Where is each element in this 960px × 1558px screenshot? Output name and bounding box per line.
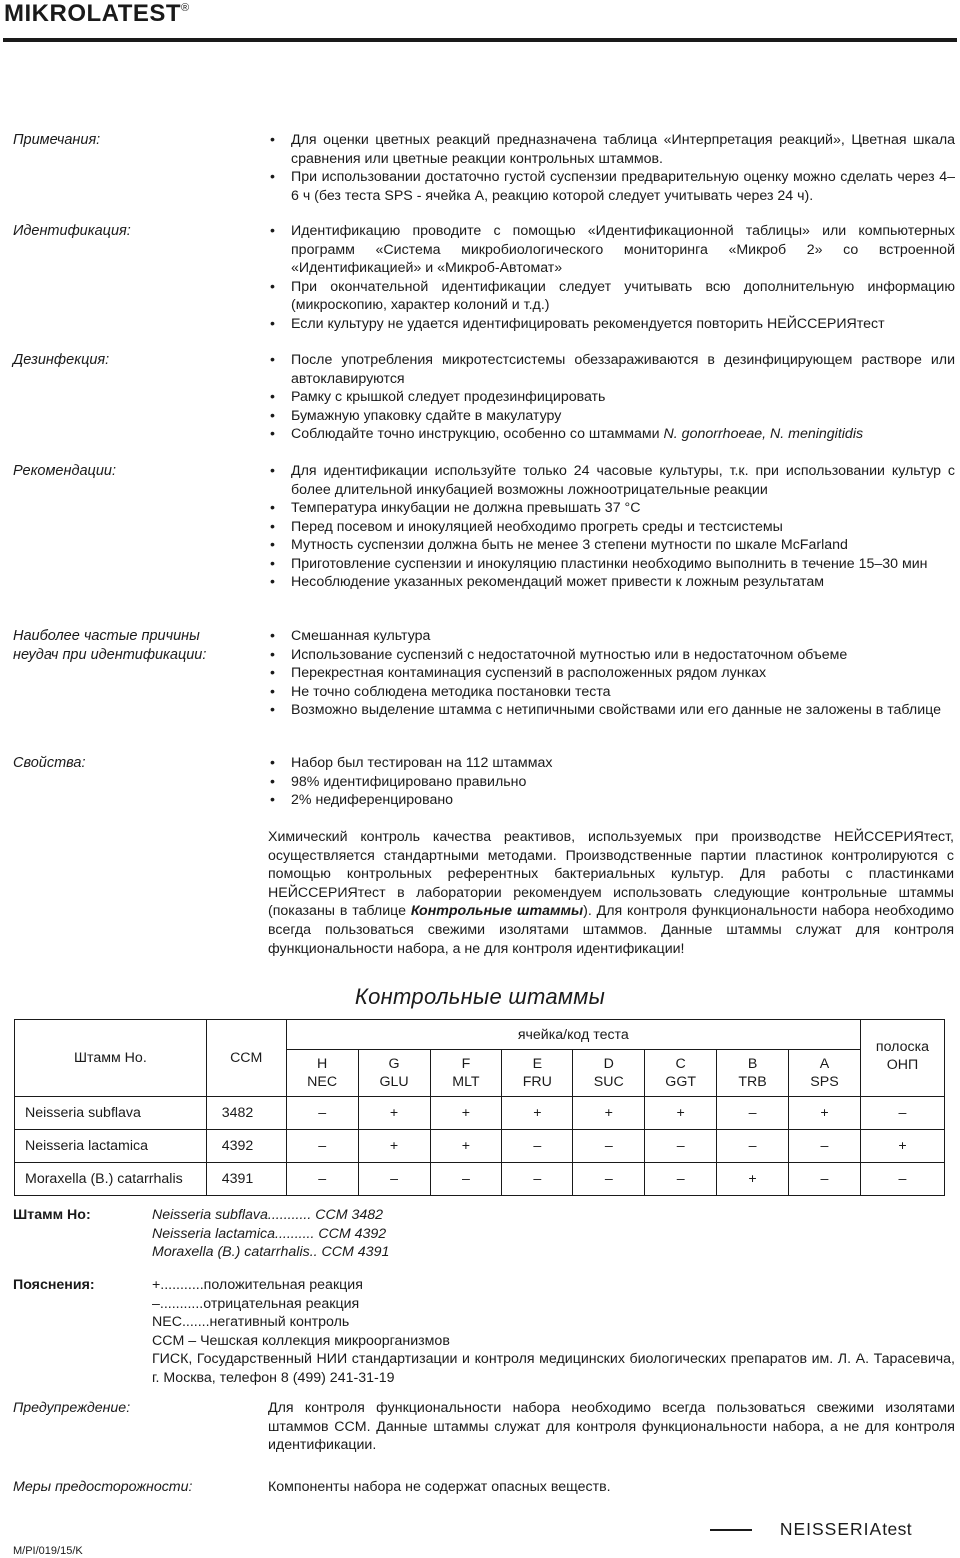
failure-causes-list bbox=[270, 627, 955, 720]
test-column-header: C GGT bbox=[645, 1050, 717, 1097]
list-item: • При использовании достаточно густой суспензии предварительную оценку можно сделать через 4–6 ч (без теста SPS - ячейка A, реакцию которой следует учитывать через 24 ч). bbox=[270, 168, 955, 205]
reaction-cell: – bbox=[286, 1130, 358, 1163]
ccm-cell: 3482 bbox=[206, 1097, 286, 1130]
list-item: • Набор был тестирован на 112 штаммах bbox=[270, 754, 955, 773]
precautions-text: Компоненты набора не содержат опасных веществ. bbox=[268, 1479, 611, 1495]
section-label: Рекомендации: bbox=[13, 463, 116, 479]
list-item: • Не точно соблюдена методика постановки теста bbox=[270, 683, 955, 702]
reaction-cell: – bbox=[358, 1163, 430, 1196]
strain-line: Neisseria subflava........... CCM 3482 bbox=[152, 1207, 384, 1223]
reaction-cell: – bbox=[860, 1097, 944, 1130]
reaction-cell: + bbox=[358, 1097, 430, 1130]
reaction-cell: – bbox=[789, 1163, 861, 1196]
strain-line: Moraxella (B.) catarrhalis.. CCM 4391 bbox=[152, 1244, 390, 1261]
header-onp-strip: полоска ОНП bbox=[860, 1020, 944, 1097]
list-item: • Смешанная культура bbox=[270, 627, 955, 646]
species-names: N. gonorrhoeae, N. meningitidis bbox=[663, 426, 864, 442]
explanation-line: –...........отрицательная реакция bbox=[152, 1295, 360, 1312]
warning-text: Для контроля функциональности набора необходимо всегда пользоваться свежими изолятами штаммов CCM. Данные штаммы служат для контроля функциональности набора, а не для контроля идентификации. bbox=[268, 1400, 955, 1454]
list-item: • Для оценки цветных реакций предназначена таблица «Интерпретация реакций», Цветная шкала сравнения или цветные реакции контрольных штаммов. bbox=[270, 131, 955, 168]
identification-list bbox=[270, 222, 955, 333]
reaction-cell: – bbox=[717, 1130, 789, 1163]
neisseria-test-brand: NEISSERIAtest bbox=[779, 1519, 912, 1539]
section-label: Наиболее частые причины неудач при идентификации: bbox=[13, 628, 207, 663]
reaction-cell: + bbox=[430, 1130, 502, 1163]
list-item: • Идентификацию проводите с помощью «Идентификационной таблицы» или компьютерных программ «Система микробиологического мониторинга «Микроб 2» со встроенной «Идентификацией» и «Микроб-Автомат» bbox=[270, 222, 955, 278]
table-row bbox=[15, 1163, 945, 1196]
document-code: M/PI/019/15/K bbox=[13, 1545, 83, 1557]
list-item: • Мутность суспензии должна быть не менее 3 степени мутности по шкале McFarland bbox=[270, 536, 955, 555]
list-item: • Перекрестная контаминация суспензий в расположенных рядом лунках bbox=[270, 664, 955, 683]
explanations-label: Пояснения: bbox=[13, 1277, 95, 1293]
ccm-cell: 4392 bbox=[206, 1130, 286, 1163]
reaction-cell: – bbox=[717, 1097, 789, 1130]
reaction-cell: + bbox=[789, 1097, 861, 1130]
recommendations-list bbox=[270, 462, 955, 592]
explanation-line: CCM – Чешская коллекция микроорганизмов bbox=[152, 1332, 450, 1349]
strain-name-cell: Moraxella (B.) catarrhalis bbox=[15, 1163, 207, 1196]
list-item: • Использование суспензий с недостаточной мутностью или в недостаточном объеме bbox=[270, 646, 955, 665]
list-item: • Если культуру не удается идентифицировать рекомендуется повторить НЕЙССЕРИЯтест bbox=[270, 315, 955, 334]
test-column-header: G GLU bbox=[358, 1050, 430, 1097]
precautions-label: Меры предосторожности: bbox=[13, 1479, 193, 1495]
warning-label: Предупреждение: bbox=[13, 1400, 131, 1416]
test-column-header: B TRB bbox=[717, 1050, 789, 1097]
list-item: • Рамку с крышкой следует продезинфицировать bbox=[270, 388, 955, 407]
table-row bbox=[15, 1130, 945, 1163]
reaction-cell: + bbox=[430, 1097, 502, 1130]
reaction-cell: – bbox=[502, 1130, 573, 1163]
table-body bbox=[15, 1097, 945, 1196]
section-label: Примечания: bbox=[13, 132, 101, 148]
reaction-cell: – bbox=[430, 1163, 502, 1196]
reaction-cell: + bbox=[717, 1163, 789, 1196]
test-column-header: H NEC bbox=[286, 1050, 358, 1097]
table-reference: Контрольные штаммы bbox=[410, 903, 584, 920]
mikrolatest-logo: MIKROLATEST® bbox=[4, 0, 190, 27]
strain-numbers-list bbox=[152, 1206, 955, 1262]
reaction-cell: – bbox=[645, 1163, 717, 1196]
reaction-cell: + bbox=[645, 1097, 717, 1130]
list-item: • Возможно выделение штамма с нетипичными свойствами или его данные не заложены в таблице bbox=[270, 701, 955, 720]
list-item: • Соблюдайте точно инструкцию, особенно со штаммами N. gonorrhoeae, N. meningitidis bbox=[270, 425, 955, 444]
list-item: • При окончательной идентификации следует учитывать всю дополнительную информацию (микроскопию, характер колоний и т.д.) bbox=[270, 278, 955, 315]
strain-name-cell: Neisseria lactamica bbox=[15, 1130, 207, 1163]
reaction-cell: – bbox=[286, 1163, 358, 1196]
reaction-cell: + bbox=[573, 1097, 645, 1130]
properties-list bbox=[270, 754, 955, 810]
reaction-cell: – bbox=[789, 1130, 861, 1163]
reaction-cell: – bbox=[573, 1130, 645, 1163]
header-test-group: ячейка/код теста bbox=[286, 1020, 860, 1050]
ccm-cell: 4391 bbox=[206, 1163, 286, 1196]
strain-name-cell: Neisseria subflava bbox=[15, 1097, 207, 1130]
reaction-cell: – bbox=[645, 1130, 717, 1163]
strain-numbers-label: Штамм Но: bbox=[13, 1207, 91, 1223]
list-item: • После употребления микротестсистемы обеззараживаются в дезинфицирующем растворе или автоклавируются bbox=[270, 351, 955, 388]
header-ccm: CCM bbox=[206, 1020, 286, 1097]
disinfection-list bbox=[270, 351, 955, 444]
reaction-cell: – bbox=[502, 1163, 573, 1196]
list-item: • Приготовление суспензии и инокуляцию пластинки необходимо выполнить в течение 15–30 мин bbox=[270, 555, 955, 574]
explanation-line: +...........положительная реакция bbox=[152, 1277, 363, 1293]
list-item: • Температура инкубации не должна превышать 37 °C bbox=[270, 499, 955, 518]
list-item: • Несоблюдение указанных рекомендаций может привести к ложным результатам bbox=[270, 573, 955, 592]
reaction-cell: – bbox=[573, 1163, 645, 1196]
test-column-header: E FRU bbox=[502, 1050, 573, 1097]
test-column-header: A SPS bbox=[789, 1050, 861, 1097]
strain-line: Neisseria lactamica.......... CCM 4392 bbox=[152, 1225, 387, 1242]
explanation-line: NEC.......негативный контроль bbox=[152, 1314, 350, 1331]
reaction-cell: + bbox=[860, 1130, 944, 1163]
test-column-header: D SUC bbox=[573, 1050, 645, 1097]
list-item: • Перед посевом и инокуляцией необходимо прогреть среды и тестсистемы bbox=[270, 518, 955, 537]
reaction-cell: – bbox=[286, 1097, 358, 1130]
list-item: • 2% недиференцировано bbox=[270, 791, 955, 810]
chemical-control-paragraph: Химический контроль качества реактивов, используемых при производстве НЕЙССЕРИЯтест, осуществляется стандартными методами. Производственные партии пластинок контролируются с помощью контрольных референтных бактериальных культур. Для работы с пластинками НЕЙССЕРИЯтест в лаборатории рекомендуем использовать следующие контрольные штаммы (показаны в таблице Контрольные штаммы). Для контроля функциональности набора необходимо всегда пользоваться свежими изолятами штаммов. Данные штаммы служат для контроля функциональности набора, а не для контроля идентификации! bbox=[268, 829, 954, 957]
section-label: Свойства: bbox=[13, 755, 86, 771]
section-label: Идентификация: bbox=[13, 223, 131, 239]
control-strains-table bbox=[14, 1019, 945, 1196]
list-item: • Для идентификации используйте только 24 часовые культуры, т.к. при использовании культур с более длительной инкубацией возможны ложноотрицательные реакции bbox=[270, 462, 955, 499]
table-row bbox=[15, 1097, 945, 1130]
header-rule bbox=[3, 38, 957, 42]
header-strain: Штамм Но. bbox=[15, 1020, 207, 1097]
notes-list bbox=[270, 131, 955, 205]
explanation-line: ГИСК, Государственный НИИ стандартизации и контроля медицинских биологических препаратов им. Л. А. Тарасевича, г. Москва, телефон 8 (499) 241-31-19 bbox=[152, 1351, 955, 1386]
explanations-list bbox=[152, 1276, 955, 1388]
list-item: • Бумажную упаковку сдайте в макулатуру bbox=[270, 407, 955, 426]
reaction-cell: + bbox=[502, 1097, 573, 1130]
list-item: • 98% идентифицировано правильно bbox=[270, 773, 955, 792]
reaction-cell: – bbox=[860, 1163, 944, 1196]
control-strains-title: Контрольные штаммы bbox=[354, 984, 606, 1009]
test-column-header: F MLT bbox=[430, 1050, 502, 1097]
reaction-cell: + bbox=[358, 1130, 430, 1163]
brand-rule bbox=[710, 1529, 752, 1531]
section-label: Дезинфекция: bbox=[13, 352, 110, 368]
